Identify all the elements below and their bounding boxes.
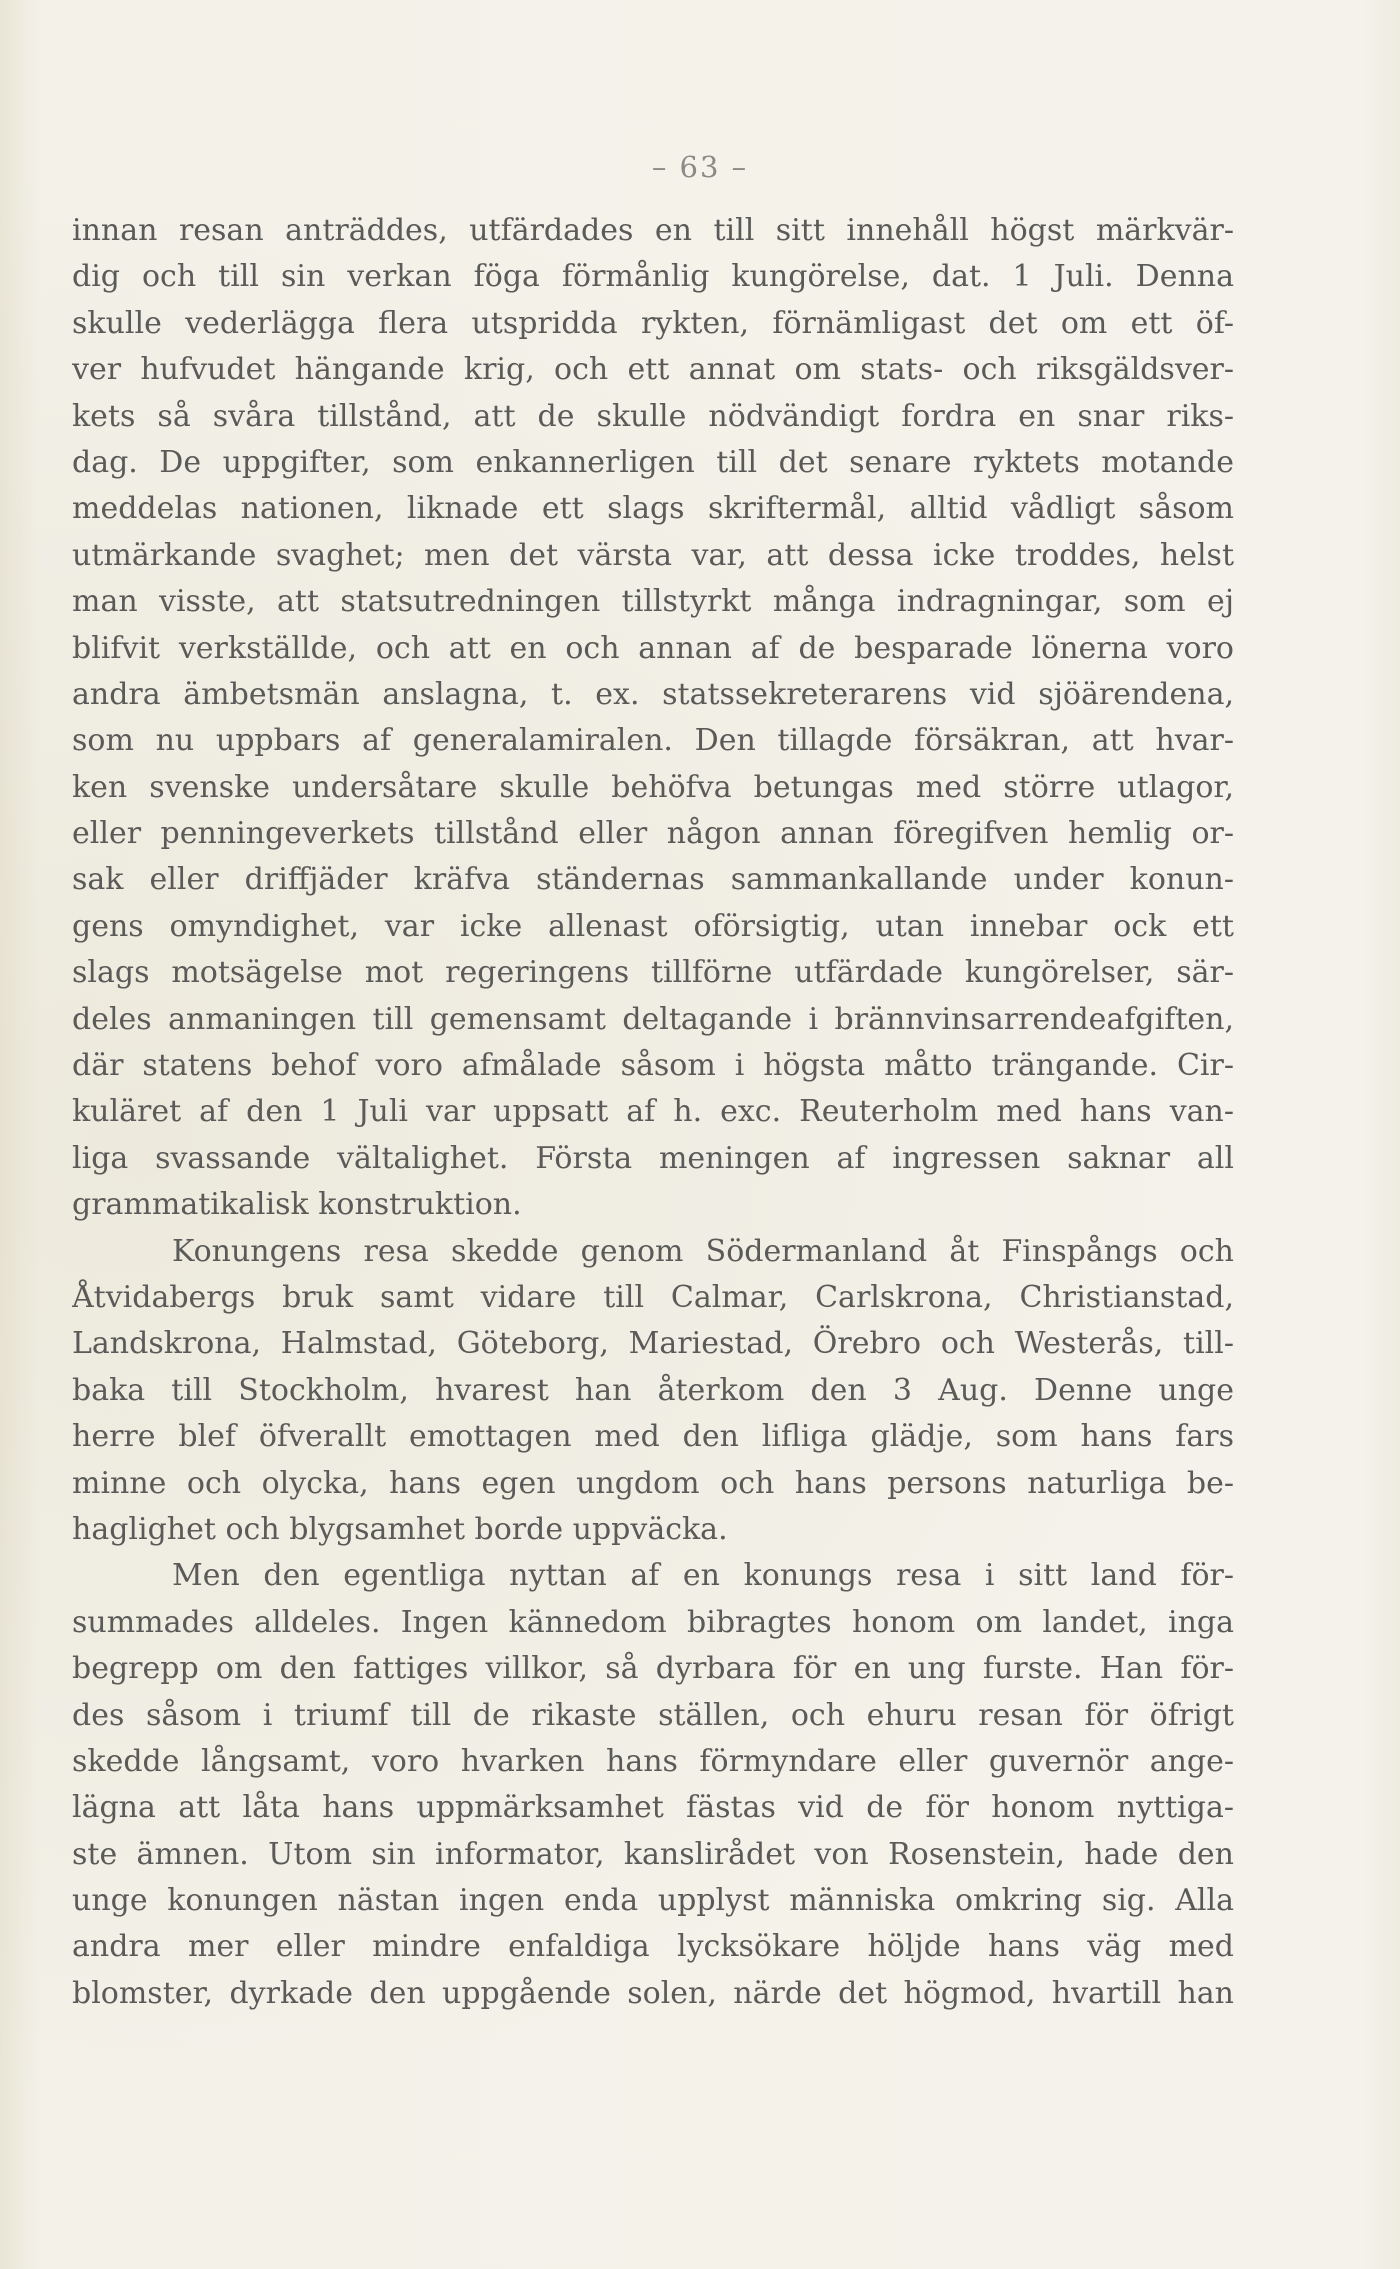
text-line: blifvit verkställde, och att en och annan af de besparade lönerna voro: [72, 630, 1234, 666]
text-line: som nu uppbars af generalamiralen. Den tillagde försäkran, att hvar-: [72, 723, 1234, 759]
text-line: baka till Stockholm, hvarest han återkom den 3 Aug. Denne unge: [72, 1372, 1234, 1408]
text-line: innan resan anträddes, utfärdades en till sitt innehåll högst märkvär-: [72, 213, 1234, 248]
text-line: kets så svåra tillstånd, att de skulle nödvändigt fordra en snar riks-: [72, 398, 1234, 434]
text-line: meddelas nationen, liknade ett slags skriftermål, alltid vådligt såsom: [72, 491, 1234, 527]
text-line: liga svassande vältalighet. Första meningen af ingressen saknar all: [72, 1140, 1234, 1176]
text-line: deles anmaningen till gemensamt deltagande i brännvinsarrendeafgiften,: [72, 1001, 1234, 1037]
text-line: Konungens resa skedde genom Södermanland åt Finspångs och: [172, 1233, 1234, 1269]
text-line: kuläret af den 1 Juli var uppsatt af h. exc. Reuterholm med hans van-: [72, 1094, 1234, 1130]
text-line: summades alldeles. Ingen kännedom bibragtes honom om landet, inga: [72, 1604, 1234, 1640]
page-number: – 63 –: [651, 150, 749, 184]
text-line: minne och olycka, hans egen ungdom och hans persons naturliga be-: [72, 1465, 1234, 1501]
text-line: andra ämbetsmän anslagna, t. ex. statssekreterarens vid sjöärendena,: [72, 676, 1234, 712]
text-line: skulle vederlägga flera utspridda rykten, förnämligast det om ett öf-: [72, 305, 1234, 341]
text-line: utmärkande svaghet; men det värsta var, att dessa icke troddes, helst: [72, 537, 1234, 573]
body-text: [72, 208, 1234, 2017]
text-line: man visste, att statsutredningen tillstyrkt många indragningar, som ej: [72, 584, 1234, 620]
text-line: ken svenske undersåtare skulle behöfva betungas med större utlagor,: [72, 769, 1234, 805]
text-line: haglighet och blygsamhet borde uppväcka.: [72, 1511, 728, 1547]
text-line: begrepp om den fattiges villkor, så dyrbara för en ung furste. Han för-: [72, 1651, 1234, 1687]
text-line: herre blef öfverallt emottagen med den lifliga glädje, som hans fars: [72, 1419, 1234, 1455]
text-line: Men den egentliga nyttan af en konungs resa i sitt land för-: [172, 1558, 1234, 1594]
text-line: Landskrona, Halmstad, Göteborg, Mariestad, Örebro och Westerås, till-: [72, 1326, 1234, 1362]
text-line: dag. De uppgifter, som enkannerligen till det senare ryktets motande: [72, 444, 1234, 480]
text-line: ste ämnen. Utom sin informator, kanslirådet von Rosenstein, hade den: [72, 1836, 1234, 1872]
text-line: skedde långsamt, voro hvarken hans förmyndare eller guvernör ange-: [72, 1743, 1234, 1779]
text-line: grammatikalisk konstruktion.: [72, 1187, 522, 1223]
text-line: lägna att låta hans uppmärksamhet fästas vid de för honom nyttiga-: [72, 1790, 1234, 1826]
text-line: blomster, dyrkade den uppgående solen, närde det högmod, hvartill han: [72, 1975, 1234, 2011]
text-line: där statens behof voro afmålade såsom i högsta måtto trängande. Cir-: [72, 1048, 1234, 1084]
text-line: des såsom i triumf till de rikaste ställen, och ehuru resan för öfrigt: [72, 1697, 1234, 1733]
text-line: dig och till sin verkan föga förmånlig kungörelse, dat. 1 Juli. Denna: [72, 259, 1234, 295]
text-line: sak eller driffjäder kräfva ständernas sammankallande under konun-: [72, 862, 1234, 898]
text-line: eller penningeverkets tillstånd eller någon annan föregifven hemlig or-: [72, 816, 1234, 852]
text-line: unge konungen nästan ingen enda upplyst människa omkring sig. Alla: [72, 1883, 1234, 1919]
text-line: slags motsägelse mot regeringens tillförne utfärdade kungörelser, sär-: [72, 955, 1234, 991]
text-line: gens omyndighet, var icke allenast oförsigtig, utan innebar ock ett: [72, 908, 1234, 944]
text-line: andra mer eller mindre enfaldiga lycksökare höljde hans väg med: [72, 1929, 1234, 1965]
text-line: ver hufvudet hängande krig, och ett annat om stats- och riksgäldsver-: [72, 352, 1234, 388]
text-line: Åtvidabergs bruk samt vidare till Calmar, Carlskrona, Christianstad,: [72, 1279, 1234, 1315]
